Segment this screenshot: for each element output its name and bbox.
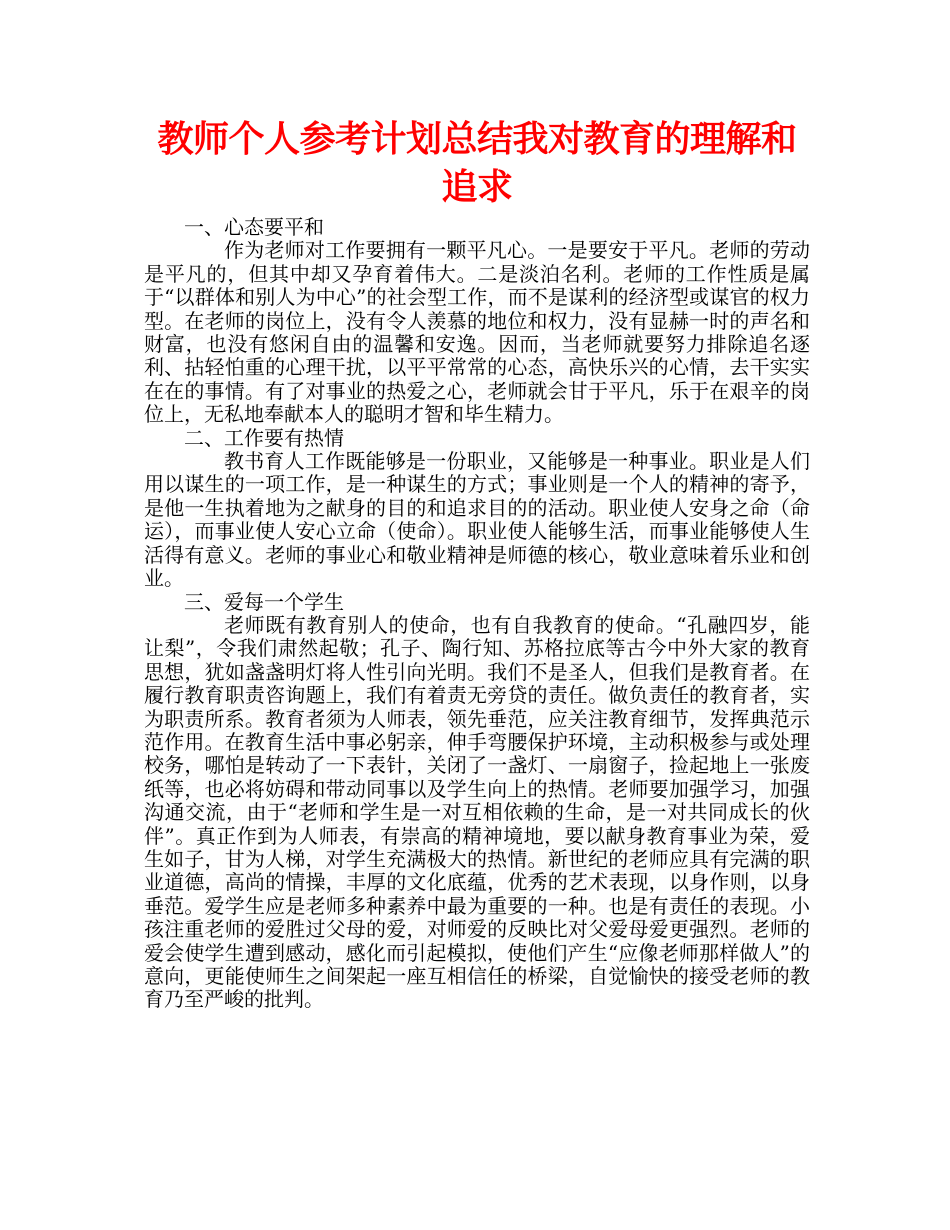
section-paragraph: 教书育人工作既能够是一份职业，又能够是一种事业。职业是人们用以谋生的一项工作，是一种谋生的方式；事业则是一个人的精神的寄予，是他一生执着地为之献身的目的和追求目的的活动。职业使人安身之命（命运），而事业使人安心立命（使命）。职业使人能够生活，而事业能够使人生活得有意义。老师的事业心和敬业精神是师德的核心，敬业意味着乐业和创业。 [144,449,810,591]
section-3 [144,591,810,1012]
document-title: 教师个人参考计划总结我对教育的理解和追求 [157,119,797,208]
section-heading: 一、心态要平和 [184,215,324,239]
section-heading: 二、工作要有热情 [184,425,344,450]
section-paragraph: 老师既有教育别人的使命，也有自我教育的使命。“孔融四岁，能让梨”，令我们肃然起敬；孔子、陶行知、苏格拉底等古今中外大家的教育思想，犹如盏盏明灯将人性引向光明。我们不是圣人，但我们是教育者。在履行教育职责咨询题上，我们有着责无旁贷的责任。做负责任的教育者，实为职责所系。教育者须为人师表，领先垂范，应关注教育细节，发挥典范示范作用。在教育生活中事必躬亲，伸手弯腰保护环境，主动积极参与或处理校务，哪怕是转动了一下表针，关闭了一盏灯、一扇窗子，捡起地上一张废纸等，也必将妨碍和带动同事以及学生向上的热情。老师要加强学习，加强沟通交流，由于“老师和学生是一对互相依赖的生命，是一对共同成长的伙伴”。真正作到为人师表，有崇高的精神境地，要以献身教育事业为荣，爱生如子，甘为人梯，对学生充满极大的热情。新世纪的老师应具有完满的职业道德，高尚的情操，丰厚的文化底蕴，优秀的艺术表现，以身作则，以身垂范。爱学生应是老师多种素养中最为重要的一种。也是有责任的表现。小孩注重老师的爱胜过父母的爱，对师爱的反映比对父爱母爱更强烈。老师的爱会使学生遭到感动，感化而引起模拟，使他们产生“应像老师那样做人”的意向，更能使师生之间架起一座互相信任的桥梁，自觉愉快的接受老师的教育乃至严峻的批判。 [144,612,810,1012]
section-1 [144,216,810,427]
document-page [144,116,810,1012]
section-paragraph: 作为老师对工作要拥有一颗平凡心。一是要安于平凡。老师的劳动是平凡的，但其中却又孕育着伟大。二是淡泊名利。老师的工作性质是属于“以群体和别人为中心”的社会型工作，而不是谋利的经济型或谋官的权力型。在老师的岗位上，没有令人羡慕的地位和权力，没有显赫一时的声名和财富，也没有悠闲自由的温馨和安逸。因而，当老师就要努力排除追名逐利、拈轻怕重的心理干扰，以平平常常的心态，高快乐兴的心情，去干实实在在的事情。有了对事业的热爱之心，老师就会甘于平凡，乐于在艰辛的岗位上，无私地奉献本人的聪明才智和毕生精力。 [144,238,810,427]
section-2 [144,427,810,591]
section-heading: 三、爱每一个学生 [184,589,344,614]
